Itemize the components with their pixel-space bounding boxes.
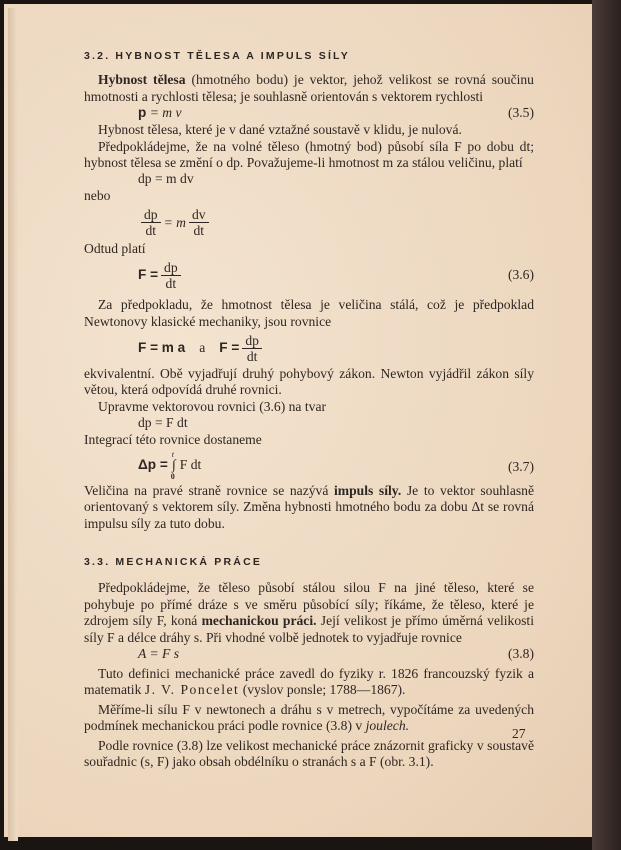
equation-derivative xyxy=(84,205,534,241)
eq-mid: = m xyxy=(163,214,186,230)
eq-rhs: F dt xyxy=(179,457,202,473)
eq-and: a xyxy=(199,339,206,355)
eq-lhs: F = xyxy=(138,267,159,283)
paragraph xyxy=(84,580,534,646)
section-heading-3-3: 3.3. MECHANICKÁ PRÁCE xyxy=(84,555,263,568)
eq-rhs: = m v xyxy=(146,105,182,121)
paragraph xyxy=(84,702,534,735)
paragraph: Předpokládejme, že na volné těleso (hmotný bod) působí síla F po dobu dt; hybnost tělesa se změní o dp. Považujeme-li hmotnost m za stálou veličinu, platí xyxy=(84,138,534,171)
eq-left: F = m a xyxy=(138,339,186,355)
paragraph xyxy=(84,483,534,532)
fraction xyxy=(161,260,181,291)
denominator: dt xyxy=(193,223,205,239)
paragraph: Odtud platí xyxy=(84,240,146,256)
term-impuls: impuls síly. xyxy=(334,482,402,498)
fraction xyxy=(189,207,209,238)
equation-dp-mdv: dp = m dv xyxy=(138,171,194,187)
person-name: J. V. Poncelet xyxy=(144,682,240,698)
denominator: dt xyxy=(145,223,157,239)
section-heading-3-2: 3.2. HYBNOST TĚLESA A IMPULS SÍLY xyxy=(84,50,350,62)
paragraph: Upravme vektorovou rovnici (3.6) na tvar xyxy=(98,398,327,414)
integral-lower: 0 xyxy=(170,472,175,482)
paragraph-text: (vyslov ponsle; 1788—1867). xyxy=(239,682,406,698)
numerator: dp xyxy=(242,333,262,349)
page-spine xyxy=(8,8,18,841)
paragraph: Integrací této rovnice dostaneme xyxy=(84,432,262,448)
equation-3-5 xyxy=(84,105,534,122)
equation-number: (3.6) xyxy=(507,267,534,283)
numerator: dv xyxy=(189,207,209,223)
paragraph xyxy=(84,72,534,105)
eq-right: F = xyxy=(219,339,240,355)
paragraph: nebo xyxy=(84,188,111,204)
paragraph-text: (hmotného bodu) je vektor, jehož velikost se rovná součinu hmotnosti a rychlosti tělesa; je souhlasně orientován s vektorem rychlosti xyxy=(84,72,534,104)
equation-dp-fdt: dp = F dt xyxy=(138,415,188,431)
equation-3-7 xyxy=(84,449,534,483)
eq-lhs: Δp = xyxy=(138,457,168,473)
equation-3-8 xyxy=(84,646,534,663)
fraction xyxy=(242,333,262,364)
eq-lhs: p xyxy=(138,105,147,121)
equation-number: (3.8) xyxy=(507,645,534,661)
paragraph: Hybnost tělesa, které je v dané vztažné soustavě v klidu, je nulová. xyxy=(98,122,462,138)
equation-number: (3.5) xyxy=(507,105,534,121)
term-hybnost: Hybnost tělesa xyxy=(98,72,186,88)
numerator: dp xyxy=(161,260,181,276)
paragraph-text: Veličina na pravé straně rovnice se nazývá xyxy=(84,482,335,498)
integral-sign: ∫ t 0 xyxy=(168,457,180,473)
paragraph: ekvivalentní. Obě vyjadřují druhý pohybový zákon. Newton vyjádřil zákon síly větou, která odpovídá druhé rovnici. xyxy=(84,366,534,398)
paragraph-text: Tuto definici mechanické práce zavedl do fyziky r. 1826 francouzský fyzik a matematik xyxy=(84,665,534,698)
integral-upper: t xyxy=(171,450,175,460)
paragraph-text: Předpokládejme, že těleso působí stálou silou F na jiné těleso, které se pohybuje po přímé dráze s ve směru působící síly; říkáme, že těleso, které je zdrojem síly F, koná xyxy=(84,580,534,629)
paragraph-text: Její velikost je přímo úměrná velikosti síly F a délce dráhy s. Při vhodné volbě jednotek to vyjadřuje rovnice xyxy=(84,613,534,645)
equation-newton xyxy=(84,330,534,366)
equation-number: (3.7) xyxy=(507,458,534,474)
term-mechanicka-prace: mechanickou práci. xyxy=(201,613,317,629)
numerator: dp xyxy=(141,207,161,223)
paragraph: Podle rovnice (3.8) lze velikost mechanické práce znázornit graficky v soustavě souřadnic (s, F) jako obsah obdélníku o stranách s a F (obr. 3.1). xyxy=(84,737,534,769)
eq-body: A = F s xyxy=(138,645,180,661)
denominator: dt xyxy=(246,348,258,364)
equation-3-6 xyxy=(84,257,534,293)
page-content xyxy=(84,48,534,770)
paragraph-text: Měříme-li sílu F v newtonech a dráhu s v metrech, vypočítáme za uvedených podmínek mechanickou práci podle rovnice (3.8) v xyxy=(84,701,534,734)
paragraph-text: Je to vektor souhlasně orientovaný s vektorem síly. Změna hybnosti hmotného bodu za dobu Δt se rovná impulsu síly za tuto dobu. xyxy=(84,482,534,531)
paragraph xyxy=(84,666,534,699)
book-page xyxy=(4,4,592,837)
unit-joules: joulech. xyxy=(365,718,410,734)
denominator: dt xyxy=(165,275,177,291)
paragraph: Za předpokladu, že hmotnost tělesa je veličina stálá, což je předpoklad Newtonovy klasické mechaniky, jsou rovnice xyxy=(84,297,534,329)
fraction xyxy=(141,207,161,238)
page-number: 27 xyxy=(512,726,526,741)
page-edge-shadow xyxy=(592,0,621,850)
